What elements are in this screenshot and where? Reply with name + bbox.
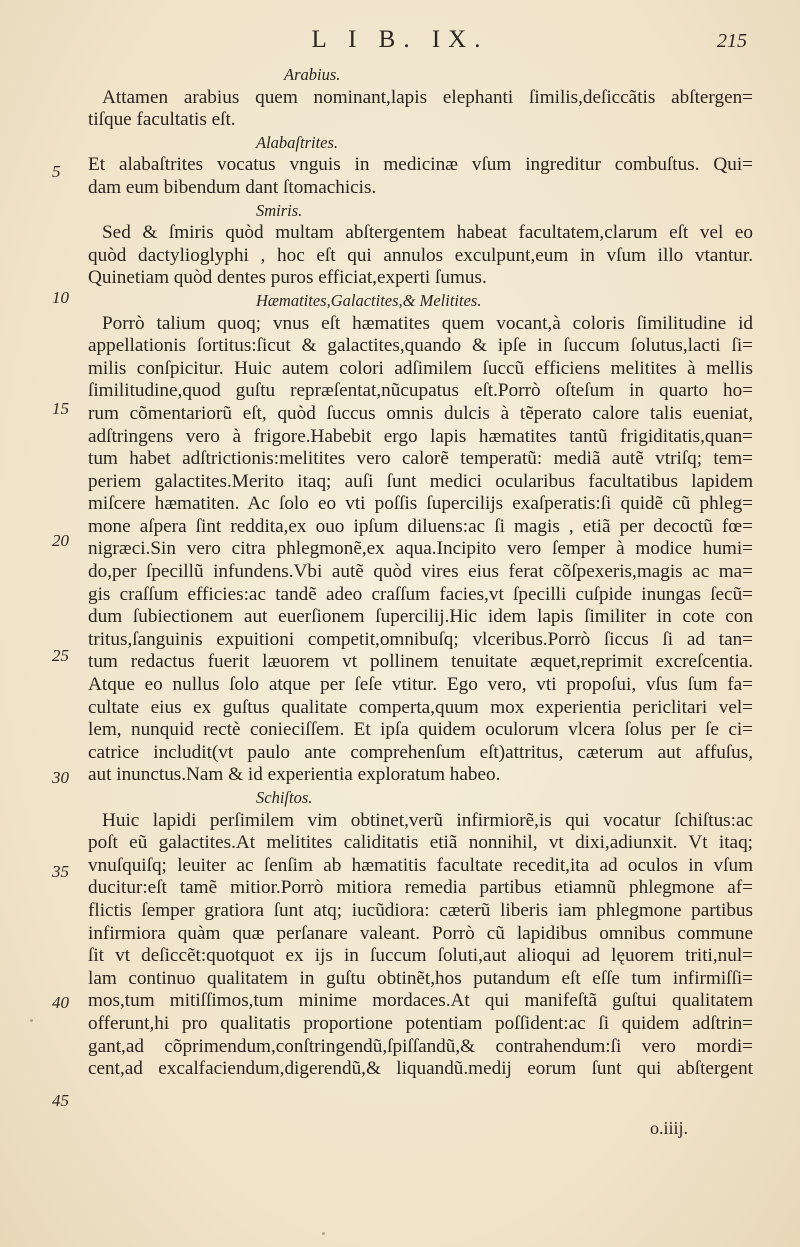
text-line: mone aſpera ſint reddita,ex ouo ipſum diluens:ac ſi magis , etiã per decoctũ fœ= [88, 515, 753, 537]
text-line: Atque eo nullus ſolo atque per ſeſe vtitur. Ego vero, vti propoſui, vſus ſum fa= [88, 674, 753, 696]
paper-speck [322, 1232, 325, 1235]
text-line: adſtringens vero à frigore.Habebit ergo lapis hæmatites tantũ frigiditatis,quan= [88, 425, 753, 447]
text-line: gant,ad cõprimendum,conſtringendũ,ſpiſſandũ,& contrahendum:ſi vero mordi= [88, 1035, 753, 1057]
text-line: do,per ſpecillũ infundens.Vbi autẽ quòd vires eius ferat cõſpexeris,magis ac ma= [88, 561, 753, 583]
text-line: offerunt,hi pro qualitatis proportione potentiam poſſident:ac ſi quidem adſtrin= [88, 1012, 753, 1034]
text-line: tiſque facultatis eſt. [88, 109, 236, 131]
text-line: milis conſpicitur. Huic autem colori adſimilem ſuccũ efficiens melitites à mellis [88, 357, 753, 379]
line-number: 5 [52, 162, 61, 181]
text-line: Porrò talium quoq; vnus eſt hæmatites quem vocant,à coloris ſimilitudine id [102, 312, 753, 334]
subhead-alabastrites: Alabaſtrites. [256, 132, 339, 152]
text-line: tum redactus fuerit læuorem vt pollinem tenuitate æquet,reprimit excreſcentia. [88, 651, 753, 673]
text-line: Et alabaſtrites vocatus vnguis in medicinæ vſum ingreditur combuſtus. Qui= [88, 154, 753, 176]
catchword: o.iiij. [650, 1118, 689, 1138]
subhead-arabius: Arabius. [284, 65, 341, 84]
line-number: 30 [52, 768, 69, 787]
text-line: cultate eius ex guſtus qualitate comperta,quum mox experientia periclitari vel= [88, 696, 753, 718]
text-line: infirmiora quàm quæ perſanare valeant. Porrò cũ lapidibus omnibus commune [88, 922, 753, 944]
text-line: tum habet adſtrictionis:melitites vero calorẽ temperatũ: mediã autẽ vtriſq; tem= [88, 448, 753, 470]
text-line: mos,tum mitiſſimos,tum minime mordaces.At qui manifeſtã guſtui qualitatem [88, 990, 753, 1012]
line-number: 40 [52, 993, 69, 1012]
text-line: dam eum bibendum dant ſtomachicis. [88, 176, 377, 198]
text-line: miſcere hæmatiten. Ac ſolo eo vti poſſis ſupercilijs exaſperatis:ſi quidẽ cũ phleg= [88, 493, 753, 515]
subhead-schistos: Schiſtos. [256, 788, 313, 807]
text-line: lem, nunquid rectè conieciſſem. Et ipſa quidem oculorum vlcera ſolus per ſe ci= [88, 719, 753, 741]
text-line: poſt eũ galactites.At melitites caliditatis etiã nonnihil, vt dixi,adiunxit. Vt itaq; [88, 832, 753, 854]
text-line: flictis ſemper gratiora ſunt atq; iucũdiora: cæterũ liberis iam phlegmone partibus [88, 899, 753, 921]
text-line: appellationis ſortitus:ſicut & galactites,quando & ipſe in ſuccum ſolutus,lacti ſi= [88, 335, 753, 357]
line-number: 10 [52, 288, 69, 307]
text-line: gis craſſum efficies:ac tandẽ adeo craſſum facies,vt ſpecilli cuſpide inungas ſecũ= [88, 583, 753, 605]
folio-number: 215 [717, 30, 747, 52]
line-number: 35 [52, 862, 69, 881]
line-number: 20 [52, 531, 69, 550]
text-line: quòd dactylioglyphi , hoc eſt qui annulos exculpunt,eum in vſum illo vtantur. [88, 244, 753, 266]
line-number: 15 [52, 399, 69, 418]
text-line: vnuſquiſq; leuiter ac ſenſim ab hæmatitis facultate recedit,ita ad oculos in vſum [88, 854, 753, 876]
text-line: dum ſubiectionem aut euerſionem ſupercilij.Hic idem lapis ſimiliter in cote con [88, 606, 753, 628]
text-line: Attamen arabius quem nominant,lapis elephanti ſimilis,deſiccãtis abſtergen= [102, 86, 753, 108]
text-line: aut inunctus.Nam & id experientia exploratum habeo. [88, 764, 501, 786]
text-line: nigræci.Sin vero citra phlegmonẽ,ex aqua.Incipito vero ſemper à modice humi= [88, 538, 753, 560]
text-line: lam continuo qualitatem in guſtu obtinẽt,hos putandum eſt eſſe tum infirmiſſi= [88, 967, 753, 989]
line-number: 25 [52, 646, 69, 665]
text-line: periem galactites.Merito itaq; auſi ſunt medici ocularibus facultatibus lapidem [88, 470, 753, 492]
text-line: catrice includit(vt paulo ante comprehenſum eſt)attritus, cæterum aut affuſus, [88, 741, 753, 763]
running-head: L I B. IX. [311, 26, 489, 53]
line-number: 45 [52, 1091, 69, 1110]
text-line: tritus,ſanguinis expuitioni competit,omnibuſq; vlceribus.Porrò ſiccus ſi ad tan= [88, 628, 753, 650]
subhead-smiris: Smiris. [256, 200, 303, 220]
text-line: cent,ad excalfaciendum,digerendũ,& liquandũ.medij eorum ſunt qui abſtergent [88, 1058, 753, 1080]
paper-speck [30, 1019, 33, 1022]
text-line: Huic lapidi perſimilem vim obtinet,verũ infirmiorẽ,is qui vocatur ſchiſtus:ac [102, 809, 753, 831]
text-line: Sed & ſmiris quòd multam abſtergentem habeat facultatem,clarum eſt vel eo [102, 222, 753, 244]
text-line: rum cõmentariorũ eſt, quòd ſuccus omnis dulcis à tẽperato calore talis eueniat, [88, 402, 753, 424]
subhead-haematites: Hæmatites,Galactites,& Melitites. [256, 290, 482, 310]
body-text [88, 64, 753, 1081]
text-line: ſit vt deſiccẽt:quotquot ex ijs in ſuccum ſoluti,aut alioqui ad lęuorem triti,nul= [88, 945, 753, 967]
text-line: Quinetiam quòd dentes puros efficiat,experti ſumus. [88, 267, 487, 289]
text-line: ſimilitudine,quod guſtu repræſentat,nũcupatus eſt.Porrò oſteſum in quarto ho= [88, 380, 753, 402]
text-line: ducitur:eſt tamẽ mitior.Porrò mitiora remedia partibus etiamnũ phlegmone af= [88, 877, 753, 899]
